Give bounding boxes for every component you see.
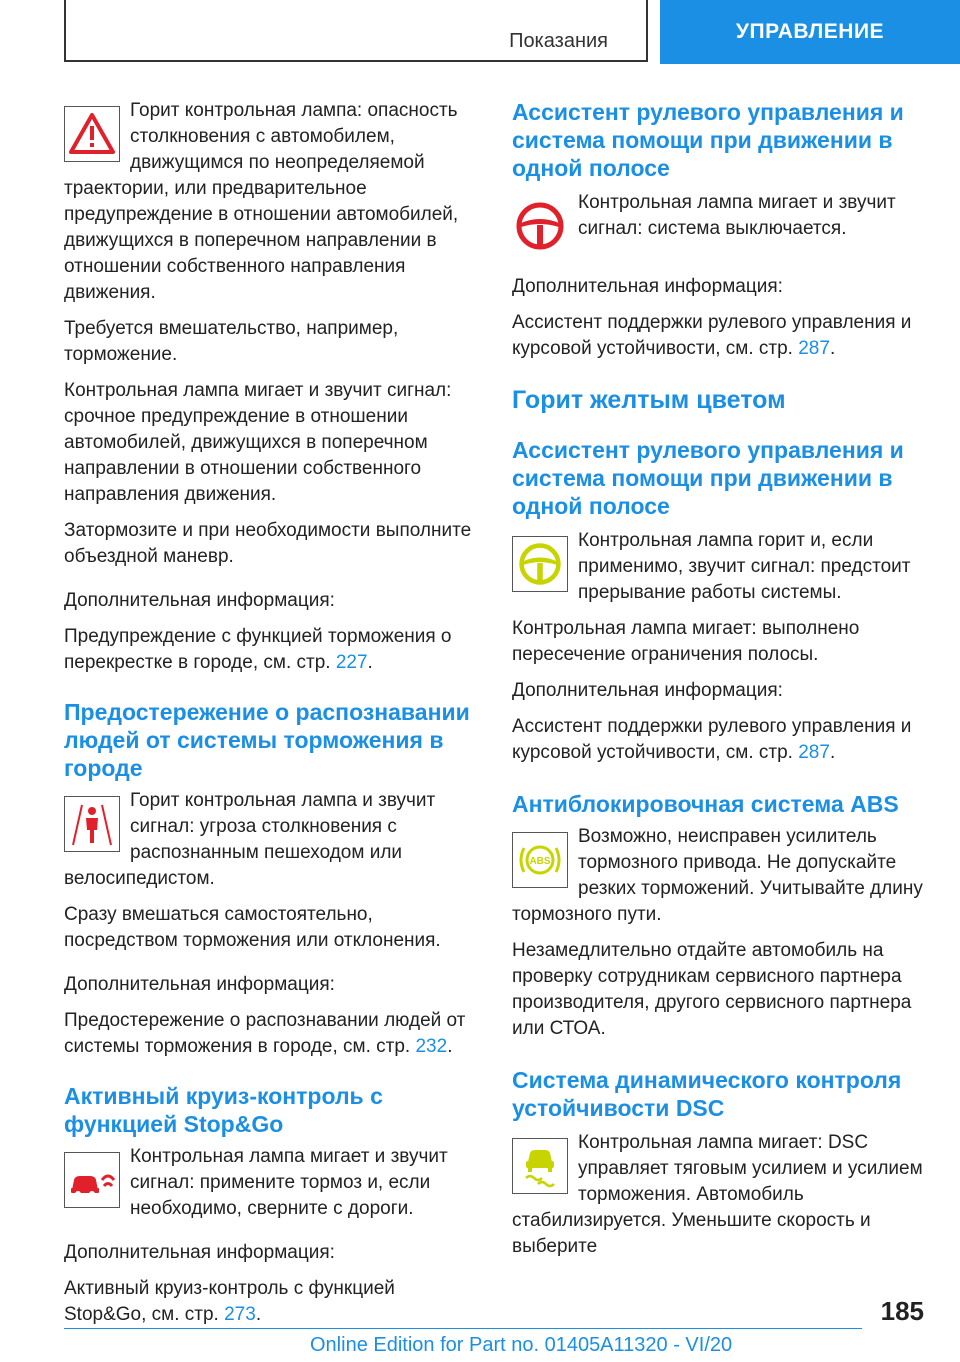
collision-warning-icon bbox=[64, 106, 120, 162]
steering-wheel-yellow-icon bbox=[512, 536, 568, 592]
header-frame bbox=[64, 0, 648, 62]
reference-paragraph: Активный круиз-контроль с функцией Stop&Go, см. стр. 273. bbox=[64, 1278, 395, 1325]
abs-text: Возможно, неисправен усилитель тормозного привода. Не допускайте резких торможений. Учитывайте длину тормозного пути. bbox=[512, 826, 923, 925]
steering-yellow-block bbox=[512, 528, 924, 606]
paragraph: Дополнительная информация: bbox=[64, 1242, 335, 1263]
page-number: 185 bbox=[880, 1296, 924, 1326]
abs-block bbox=[512, 824, 924, 928]
dsc-icon bbox=[512, 1138, 568, 1194]
cruise-control-block bbox=[64, 1144, 476, 1222]
section-heading: Ассистент рулевого управления и система помощи при движении в одной полосе bbox=[512, 99, 904, 181]
paragraph: Требуется вмешательство, например, торможение. bbox=[64, 318, 399, 365]
steering-red-block bbox=[512, 190, 924, 258]
footer-edition: Online Edition for Part no. 01405A11320 - VI/20 bbox=[310, 1334, 733, 1356]
steering-wheel-red-icon bbox=[512, 198, 568, 254]
section-heading: Активный круиз-контроль с функцией Stop&Go bbox=[64, 1083, 383, 1137]
steering-red-text: Контрольная лампа мигает и звучит сигнал: система выключается. bbox=[578, 192, 896, 239]
page-link[interactable]: 287 bbox=[798, 742, 830, 763]
collision-warning-text: Горит контрольная лампа: опасность столкновения с автомобилем, движущимся по неопределяемой траектории, или предварительное предупреждение в отношении автомобилей, движущихся в поперечном направлении в отношении собственного направления движения. bbox=[64, 100, 459, 303]
paragraph: Дополнительная информация: bbox=[64, 590, 335, 611]
cruise-control-icon bbox=[64, 1152, 120, 1208]
header-chapter-tab: УПРАВЛЕНИЕ bbox=[660, 0, 960, 64]
paragraph: Контрольная лампа мигает: выполнено пересечение ограничения полосы. bbox=[512, 618, 860, 665]
page-link[interactable]: 287 bbox=[798, 338, 830, 359]
paragraph: Затормозите и при необходимости выполните объездной маневр. bbox=[64, 520, 472, 567]
section-heading: Антиблокировочная система ABS bbox=[512, 791, 899, 817]
paragraph: Дополнительная информация: bbox=[512, 276, 783, 297]
steering-yellow-text: Контрольная лампа горит и, если применимо, звучит сигнал: предстоит прерывание работы системы. bbox=[578, 530, 911, 603]
paragraph: Незамедлительно отдайте автомобиль на проверку сотрудникам сервисного партнера производителя, другого сервисного партнера или СТОА. bbox=[512, 940, 912, 1039]
section-heading: Горит желтым цветом bbox=[512, 386, 786, 414]
page-link[interactable]: 227 bbox=[335, 652, 368, 673]
abs-icon bbox=[512, 832, 568, 888]
right-column bbox=[512, 98, 924, 1270]
pedestrian-warning-icon bbox=[64, 796, 120, 852]
paragraph: Дополнительная информация: bbox=[512, 680, 783, 701]
dsc-block bbox=[512, 1130, 924, 1260]
left-column bbox=[64, 98, 476, 1338]
paragraph: Дополнительная информация: bbox=[64, 974, 335, 995]
pedestrian-warning-block bbox=[64, 788, 476, 892]
page-header bbox=[64, 0, 960, 64]
abs-icon-label: ABS bbox=[529, 856, 551, 867]
footer-divider bbox=[64, 1328, 862, 1329]
cruise-control-text: Контрольная лампа мигает и звучит сигнал: примените тормоз и, если необходимо, сверните с дороги. bbox=[130, 1146, 448, 1219]
reference-paragraph: Предостережение о распознавании людей от системы торможения в городе, см. стр. 232. bbox=[64, 1010, 466, 1057]
reference-paragraph: Ассистент поддержки рулевого управления и курсовой устойчивости, см. стр. 287. bbox=[512, 312, 912, 359]
section-heading: Система динамического контроля устойчивости DSC bbox=[512, 1067, 902, 1121]
page-link[interactable]: 232 bbox=[415, 1036, 448, 1057]
subsection-heading: Ассистент рулевого управления и система помощи при движении в одной полосе bbox=[512, 437, 904, 519]
paragraph: Контрольная лампа мигает и звучит сигнал: срочное предупреждение в отношении автомобилей, движущихся в поперечном направлении в отношении собственного направления движения. bbox=[64, 380, 452, 505]
header-section-title: Показания bbox=[509, 30, 608, 52]
page-link[interactable]: 273 bbox=[224, 1304, 256, 1325]
reference-paragraph: Ассистент поддержки рулевого управления и курсовой устойчивости, см. стр. 287. bbox=[512, 716, 912, 763]
reference-paragraph: Предупреждение с функцией торможения о перекрестке в городе, см. стр. 227. bbox=[64, 626, 452, 673]
pedestrian-warning-text: Горит контрольная лампа и звучит сигнал: угроза столкновения с распознанным пешеходом или велосипедистом. bbox=[64, 790, 436, 889]
dsc-text: Контрольная лампа мигает: DSC управляет тяговым усилием и усилием торможения. Автомобиль стабилизируется. Уменьшите скорость и выберите bbox=[512, 1132, 923, 1257]
paragraph: Сразу вмешаться самостоятельно, посредством торможения или отклонения. bbox=[64, 904, 441, 951]
section-heading: Предостережение о распознавании людей от системы торможения в городе bbox=[64, 699, 470, 781]
collision-warning-block bbox=[64, 98, 476, 306]
